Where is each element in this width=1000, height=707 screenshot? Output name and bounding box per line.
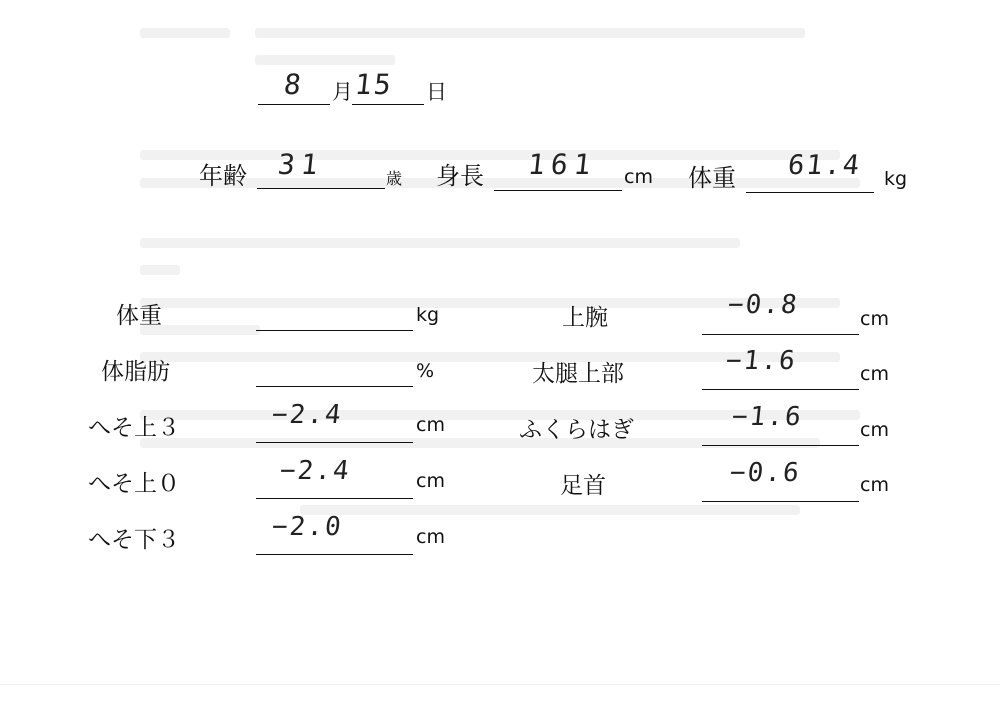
bleed-through-text <box>300 505 800 515</box>
bleed-through-text <box>140 438 820 448</box>
measure-label-upper-arm: 上腕 <box>562 305 608 331</box>
measure-unit-upper-thigh: cm <box>860 363 889 385</box>
bleed-through-text <box>140 28 230 38</box>
measure-value-upper-arm: −0.8 <box>726 290 801 320</box>
measure-line-upper-thigh <box>702 389 859 390</box>
measure-label-body-fat: 体脂肪 <box>101 359 170 385</box>
age-value: 31 <box>276 148 326 181</box>
height-unit: cm <box>624 166 653 188</box>
weight-label: 体重 <box>688 164 736 192</box>
scan-bottom-edge <box>0 684 1000 685</box>
measure-unit-ankle: cm <box>860 474 889 496</box>
date-day-value: 15 <box>353 68 395 101</box>
measure-value-ankle: −0.6 <box>728 458 803 488</box>
measure-unit-navel-plus-3: cm <box>416 414 445 436</box>
date-month-value: 8 <box>282 68 305 101</box>
date-month-label: 月 <box>332 80 353 104</box>
measure-label-navel-minus-3: へそ下３ <box>88 527 180 553</box>
measure-unit-navel-0: cm <box>416 470 445 492</box>
measure-value-upper-thigh: −1.6 <box>724 346 799 376</box>
measure-line-body-fat <box>256 386 413 387</box>
measure-unit-upper-arm: cm <box>860 308 889 330</box>
measure-label-weight: 体重 <box>116 303 162 329</box>
weight-unit: kg <box>884 168 908 190</box>
measure-label-navel-plus-3: へそ上３ <box>88 415 180 441</box>
measure-value-navel-0: −2.4 <box>278 456 353 486</box>
measure-line-navel-0 <box>256 498 413 499</box>
date-day-label: 日 <box>426 80 447 104</box>
date-month-line <box>258 104 330 105</box>
date-day-line <box>352 104 424 105</box>
measure-line-upper-arm <box>702 334 859 335</box>
measure-unit-weight: kg <box>416 304 440 326</box>
measure-label-calf: ふくらはぎ <box>519 417 634 443</box>
measure-unit-navel-minus-3: cm <box>416 526 445 548</box>
measure-value-navel-plus-3: −2.4 <box>270 400 345 430</box>
height-line <box>494 190 622 191</box>
age-unit: 歳 <box>386 169 403 188</box>
bleed-through-text <box>140 238 740 248</box>
height-label: 身長 <box>436 162 484 190</box>
measure-line-navel-minus-3 <box>256 554 413 555</box>
measure-line-navel-plus-3 <box>256 442 413 443</box>
measure-label-navel-0: へそ上０ <box>88 471 180 497</box>
measure-unit-body-fat: % <box>416 360 435 382</box>
measure-line-weight <box>256 330 413 331</box>
age-label: 年齢 <box>199 162 247 190</box>
measure-unit-calf: cm <box>860 419 889 441</box>
bleed-through-text <box>255 28 805 38</box>
weight-line <box>746 192 874 193</box>
measure-value-navel-minus-3: −2.0 <box>270 512 345 542</box>
height-value: 161 <box>526 148 599 181</box>
measure-line-calf <box>702 445 859 446</box>
weight-value: 61.4 <box>786 150 863 181</box>
measure-line-ankle <box>702 501 859 502</box>
bleed-through-text <box>255 55 395 65</box>
bleed-through-text <box>140 265 180 275</box>
measure-label-ankle: 足首 <box>560 473 606 499</box>
measure-value-calf: −1.6 <box>730 402 805 432</box>
measure-label-upper-thigh: 太腿上部 <box>532 361 624 387</box>
age-line <box>257 188 385 189</box>
bleed-through-text <box>140 178 860 188</box>
